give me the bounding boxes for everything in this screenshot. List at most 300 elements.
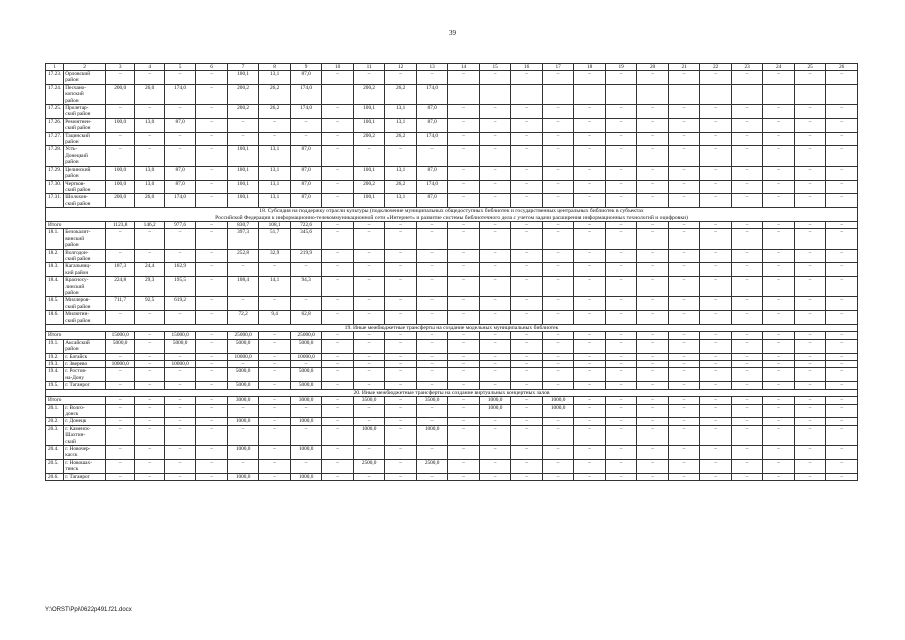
value-cell: – xyxy=(794,180,826,194)
value-cell: 1000,0 xyxy=(416,425,448,445)
value-cell: – xyxy=(668,180,700,194)
value-cell: 26,2 xyxy=(385,132,417,146)
value-cell: – xyxy=(668,229,700,249)
value-cell: – xyxy=(385,404,417,418)
value-cell: 100,0 xyxy=(105,166,134,180)
value-cell: 2500,0 xyxy=(353,459,385,473)
value-cell: 100,1 xyxy=(227,180,259,194)
value-cell: 174,0 xyxy=(416,132,448,146)
value-cell: – xyxy=(668,404,700,418)
value-cell: – xyxy=(416,473,448,480)
value-cell: – xyxy=(763,311,795,325)
value-cell: – xyxy=(700,105,732,119)
value-cell: – xyxy=(700,404,732,418)
row-number: 17.28. xyxy=(46,146,64,166)
municipality-name: Орловский район xyxy=(64,71,106,85)
value-cell: – xyxy=(164,249,196,263)
value-cell: 94,3 xyxy=(290,277,322,297)
value-cell: – xyxy=(826,277,858,297)
column-number-cell: 19 xyxy=(605,64,637,71)
value-cell: – xyxy=(826,332,858,339)
value-cell: – xyxy=(322,194,354,208)
value-cell: – xyxy=(196,397,228,404)
value-cell: – xyxy=(135,353,164,360)
value-cell: 345,6 xyxy=(290,229,322,249)
value-cell: – xyxy=(227,132,259,146)
value-cell: – xyxy=(322,397,354,404)
value-cell: – xyxy=(794,249,826,263)
value-cell: – xyxy=(164,404,196,418)
column-number-cell: 21 xyxy=(668,64,700,71)
value-cell: 87,0 xyxy=(164,180,196,194)
value-cell: – xyxy=(826,194,858,208)
value-cell: – xyxy=(105,368,134,382)
value-cell: – xyxy=(196,368,228,382)
value-cell: – xyxy=(105,404,134,418)
value-cell: – xyxy=(542,311,574,325)
value-cell: – xyxy=(479,229,511,249)
value-cell: 174,0 xyxy=(164,84,196,104)
value-cell: – xyxy=(700,397,732,404)
value-cell: – xyxy=(668,221,700,228)
value-cell: – xyxy=(542,425,574,445)
value-cell: 100,1 xyxy=(227,71,259,85)
municipality-name: Белокалит- винский район xyxy=(64,229,106,249)
value-cell: – xyxy=(542,445,574,459)
value-cell: – xyxy=(700,132,732,146)
value-cell: – xyxy=(637,425,669,445)
value-cell: 3000,0 xyxy=(227,397,259,404)
value-cell: – xyxy=(826,404,858,418)
value-cell: – xyxy=(196,473,228,480)
value-cell: 51,7 xyxy=(259,229,291,249)
value-cell: – xyxy=(164,397,196,404)
value-cell: – xyxy=(353,418,385,425)
value-cell: – xyxy=(826,71,858,85)
value-cell: 1000,0 xyxy=(290,445,322,459)
value-cell: – xyxy=(448,368,480,382)
value-cell: 87,0 xyxy=(164,118,196,132)
value-cell: 200,2 xyxy=(227,84,259,104)
value-cell: – xyxy=(826,249,858,263)
value-cell: 1123,8 xyxy=(105,221,134,228)
value-cell: – xyxy=(196,194,228,208)
value-cell: – xyxy=(511,229,543,249)
column-number-cell: 3 xyxy=(105,64,134,71)
value-cell: – xyxy=(135,132,164,146)
value-cell: – xyxy=(574,311,606,325)
value-cell: – xyxy=(105,146,134,166)
value-cell: 830,7 xyxy=(227,221,259,228)
value-cell: – xyxy=(448,221,480,228)
column-number-cell: 6 xyxy=(196,64,228,71)
value-cell: – xyxy=(605,404,637,418)
value-cell: – xyxy=(353,263,385,277)
value-cell: – xyxy=(826,459,858,473)
budget-table xyxy=(45,63,858,481)
row-number: 19.3. xyxy=(46,361,64,368)
value-cell: – xyxy=(322,445,354,459)
value-cell: – xyxy=(605,339,637,353)
municipality-name: г. Новочер- касск xyxy=(64,445,106,459)
value-cell: – xyxy=(322,263,354,277)
table-row xyxy=(46,473,858,480)
value-cell: – xyxy=(637,118,669,132)
value-cell: – xyxy=(322,473,354,480)
value-cell: – xyxy=(763,132,795,146)
value-cell: – xyxy=(448,311,480,325)
value-cell: – xyxy=(574,473,606,480)
value-cell: 174,0 xyxy=(290,84,322,104)
value-cell: – xyxy=(353,368,385,382)
value-cell: – xyxy=(731,132,763,146)
value-cell: – xyxy=(731,118,763,132)
value-cell: – xyxy=(290,132,322,146)
value-cell: – xyxy=(196,180,228,194)
total-label: Итого xyxy=(46,397,106,404)
column-number-cell: 10 xyxy=(322,64,354,71)
value-cell: – xyxy=(196,221,228,228)
value-cell xyxy=(668,84,700,104)
value-cell: – xyxy=(763,418,795,425)
value-cell: – xyxy=(290,361,322,368)
value-cell: – xyxy=(574,249,606,263)
value-cell: – xyxy=(448,382,480,389)
value-cell: – xyxy=(385,221,417,228)
value-cell: – xyxy=(385,368,417,382)
row-number: 17.27. xyxy=(46,132,64,146)
value-cell: – xyxy=(479,180,511,194)
value-cell: – xyxy=(479,361,511,368)
row-number: 17.25. xyxy=(46,105,64,119)
value-cell: 100,1 xyxy=(353,166,385,180)
municipality-name: Кагальниц- кий район xyxy=(64,263,106,277)
value-cell: 13,0 xyxy=(135,118,164,132)
value-cell: – xyxy=(322,118,354,132)
value-cell: – xyxy=(637,353,669,360)
value-cell: – xyxy=(605,263,637,277)
column-number-cell: 1 xyxy=(46,64,64,71)
value-cell: – xyxy=(105,105,134,119)
column-number-cell: 4 xyxy=(135,64,164,71)
value-cell: – xyxy=(542,132,574,146)
value-cell: – xyxy=(511,249,543,263)
value-cell: – xyxy=(826,382,858,389)
total-label: Итого xyxy=(46,221,106,228)
value-cell: – xyxy=(731,180,763,194)
row-number: 19.2. xyxy=(46,353,64,360)
value-cell xyxy=(637,84,669,104)
value-cell: – xyxy=(700,382,732,389)
value-cell: 5000,0 xyxy=(164,339,196,353)
row-number: 18.1. xyxy=(46,229,64,249)
value-cell: – xyxy=(605,397,637,404)
row-number: 20.2. xyxy=(46,418,64,425)
value-cell: – xyxy=(448,445,480,459)
value-cell: – xyxy=(290,118,322,132)
column-number-cell: 11 xyxy=(353,64,385,71)
total-label: Итого xyxy=(46,332,106,339)
value-cell: – xyxy=(511,368,543,382)
value-cell: 13,1 xyxy=(259,180,291,194)
value-cell: – xyxy=(668,473,700,480)
value-cell: – xyxy=(542,249,574,263)
value-cell: – xyxy=(385,418,417,425)
value-cell: 87,0 xyxy=(416,166,448,180)
value-cell: – xyxy=(196,277,228,297)
value-cell: – xyxy=(135,382,164,389)
column-number-cell: 23 xyxy=(731,64,763,71)
value-cell: 100,0 xyxy=(105,180,134,194)
value-cell: – xyxy=(574,332,606,339)
section-heading-row xyxy=(46,325,858,332)
value-cell: – xyxy=(259,425,291,445)
value-cell: – xyxy=(794,263,826,277)
value-cell: – xyxy=(700,473,732,480)
value-cell: – xyxy=(385,339,417,353)
value-cell: 87,0 xyxy=(416,194,448,208)
value-cell: – xyxy=(826,229,858,249)
value-cell: 711,7 xyxy=(105,297,134,311)
value-cell: – xyxy=(479,146,511,166)
value-cell: – xyxy=(542,418,574,425)
value-cell: 174,0 xyxy=(416,84,448,104)
value-cell: – xyxy=(353,445,385,459)
value-cell: – xyxy=(416,229,448,249)
value-cell: – xyxy=(700,194,732,208)
value-cell: – xyxy=(637,105,669,119)
value-cell: – xyxy=(605,473,637,480)
value-cell: – xyxy=(700,425,732,445)
row-number: 17.31. xyxy=(46,194,64,208)
value-cell: – xyxy=(416,297,448,311)
value-cell: – xyxy=(794,146,826,166)
value-cell: – xyxy=(511,425,543,445)
value-cell: – xyxy=(605,229,637,249)
value-cell: – xyxy=(637,418,669,425)
value-cell: – xyxy=(479,418,511,425)
value-cell: 397,3 xyxy=(227,229,259,249)
value-cell: – xyxy=(196,84,228,104)
value-cell: – xyxy=(353,297,385,311)
value-cell: – xyxy=(731,368,763,382)
value-cell: – xyxy=(227,263,259,277)
value-cell: 13,1 xyxy=(385,194,417,208)
value-cell: – xyxy=(574,339,606,353)
value-cell: – xyxy=(605,418,637,425)
municipality-name: Песчано- копский район xyxy=(64,84,106,104)
value-cell: 5000,0 xyxy=(227,339,259,353)
value-cell: – xyxy=(668,445,700,459)
value-cell: – xyxy=(353,353,385,360)
value-cell: – xyxy=(105,311,134,325)
municipality-name: Милютин- ский район xyxy=(64,311,106,325)
value-cell: – xyxy=(164,132,196,146)
value-cell: – xyxy=(511,180,543,194)
value-cell: – xyxy=(700,221,732,228)
value-cell: – xyxy=(826,368,858,382)
value-cell: – xyxy=(259,297,291,311)
value-cell: – xyxy=(574,297,606,311)
value-cell: – xyxy=(605,361,637,368)
municipality-name: Целинский район xyxy=(64,166,106,180)
value-cell: – xyxy=(731,332,763,339)
value-cell: – xyxy=(700,459,732,473)
value-cell: – xyxy=(448,404,480,418)
value-cell: – xyxy=(322,459,354,473)
value-cell: – xyxy=(605,132,637,146)
value-cell: – xyxy=(763,194,795,208)
value-cell: – xyxy=(196,263,228,277)
value-cell: – xyxy=(763,397,795,404)
table-row xyxy=(46,459,858,473)
row-number: 20.4. xyxy=(46,445,64,459)
value-cell: – xyxy=(637,221,669,228)
value-cell: 10000,0 xyxy=(227,353,259,360)
value-cell: – xyxy=(322,166,354,180)
value-cell: – xyxy=(448,249,480,263)
value-cell: – xyxy=(826,105,858,119)
value-cell: – xyxy=(511,353,543,360)
value-cell: – xyxy=(700,332,732,339)
value-cell: – xyxy=(511,361,543,368)
table-row xyxy=(46,311,858,325)
value-cell: – xyxy=(164,473,196,480)
value-cell: – xyxy=(479,132,511,146)
value-cell: – xyxy=(637,361,669,368)
value-cell: – xyxy=(290,404,322,418)
value-cell: – xyxy=(637,146,669,166)
total-row xyxy=(46,332,858,339)
table-row xyxy=(46,166,858,180)
section-heading-row xyxy=(46,389,858,396)
value-cell: – xyxy=(794,459,826,473)
value-cell: – xyxy=(164,445,196,459)
value-cell: – xyxy=(794,418,826,425)
table-row xyxy=(46,418,858,425)
column-number-cell: 18 xyxy=(574,64,606,71)
value-cell: – xyxy=(164,382,196,389)
value-cell: 100,1 xyxy=(353,118,385,132)
value-cell: – xyxy=(385,263,417,277)
value-cell: 722,6 xyxy=(290,221,322,228)
value-cell: – xyxy=(105,71,134,85)
value-cell: – xyxy=(605,332,637,339)
table-row xyxy=(46,180,858,194)
value-cell: – xyxy=(826,146,858,166)
table-row xyxy=(46,368,858,382)
value-cell: 1000,0 xyxy=(227,445,259,459)
value-cell: – xyxy=(763,180,795,194)
value-cell: – xyxy=(164,229,196,249)
value-cell: – xyxy=(290,297,322,311)
table-row xyxy=(46,361,858,368)
value-cell: – xyxy=(731,473,763,480)
value-cell: – xyxy=(605,445,637,459)
value-cell: – xyxy=(731,263,763,277)
value-cell: 108,4 xyxy=(227,277,259,297)
value-cell: – xyxy=(135,249,164,263)
value-cell: – xyxy=(511,166,543,180)
value-cell: – xyxy=(700,166,732,180)
value-cell: – xyxy=(322,368,354,382)
value-cell: – xyxy=(164,311,196,325)
value-cell: – xyxy=(605,459,637,473)
value-cell: – xyxy=(135,361,164,368)
value-cell: – xyxy=(105,249,134,263)
value-cell: – xyxy=(637,180,669,194)
row-number: 17.29. xyxy=(46,166,64,180)
value-cell: – xyxy=(637,445,669,459)
municipality-name: Красносу- линский район xyxy=(64,277,106,297)
value-cell: – xyxy=(290,459,322,473)
value-cell: – xyxy=(196,361,228,368)
municipality-name: г. Волго- донск xyxy=(64,404,106,418)
value-cell: – xyxy=(794,425,826,445)
value-cell: 3000,0 xyxy=(290,397,322,404)
value-cell: – xyxy=(605,221,637,228)
value-cell: 187,3 xyxy=(105,263,134,277)
value-cell: – xyxy=(416,146,448,166)
section-heading: 19. Иные межбюджетные трансферты на создание модельных муниципальных библиотек xyxy=(46,325,858,332)
row-number: 18.2. xyxy=(46,249,64,263)
value-cell: – xyxy=(826,361,858,368)
value-cell: – xyxy=(731,418,763,425)
value-cell: 13,0 xyxy=(135,180,164,194)
section-heading: 20. Иные межбюджетные трансферты на создание виртуальных концертных залов xyxy=(46,389,858,396)
value-cell: – xyxy=(511,194,543,208)
value-cell: – xyxy=(385,332,417,339)
value-cell xyxy=(700,84,732,104)
value-cell: – xyxy=(794,221,826,228)
value-cell: – xyxy=(448,263,480,277)
value-cell: – xyxy=(385,311,417,325)
value-cell: – xyxy=(448,425,480,445)
value-cell xyxy=(322,84,354,104)
value-cell: – xyxy=(542,146,574,166)
value-cell: – xyxy=(196,332,228,339)
value-cell: – xyxy=(794,71,826,85)
value-cell: 87,0 xyxy=(290,194,322,208)
value-cell: – xyxy=(794,445,826,459)
value-cell: – xyxy=(731,353,763,360)
value-cell: – xyxy=(353,71,385,85)
value-cell xyxy=(794,84,826,104)
value-cell: – xyxy=(164,353,196,360)
value-cell: 2500,0 xyxy=(416,459,448,473)
value-cell: – xyxy=(826,397,858,404)
value-cell: – xyxy=(196,297,228,311)
value-cell: – xyxy=(353,277,385,297)
municipality-name: Миллеров- ский район xyxy=(64,297,106,311)
column-number-cell: 13 xyxy=(416,64,448,71)
value-cell: – xyxy=(637,339,669,353)
value-cell: – xyxy=(700,353,732,360)
table-row xyxy=(46,297,858,311)
value-cell: – xyxy=(479,459,511,473)
value-cell: – xyxy=(794,404,826,418)
column-number-cell: 15 xyxy=(479,64,511,71)
value-cell: – xyxy=(731,105,763,119)
value-cell: – xyxy=(353,146,385,166)
value-cell: – xyxy=(196,229,228,249)
value-cell: – xyxy=(416,71,448,85)
value-cell: 252,8 xyxy=(227,249,259,263)
value-cell: – xyxy=(416,353,448,360)
value-cell: – xyxy=(605,382,637,389)
value-cell: – xyxy=(605,368,637,382)
value-cell: 25000,0 xyxy=(227,332,259,339)
